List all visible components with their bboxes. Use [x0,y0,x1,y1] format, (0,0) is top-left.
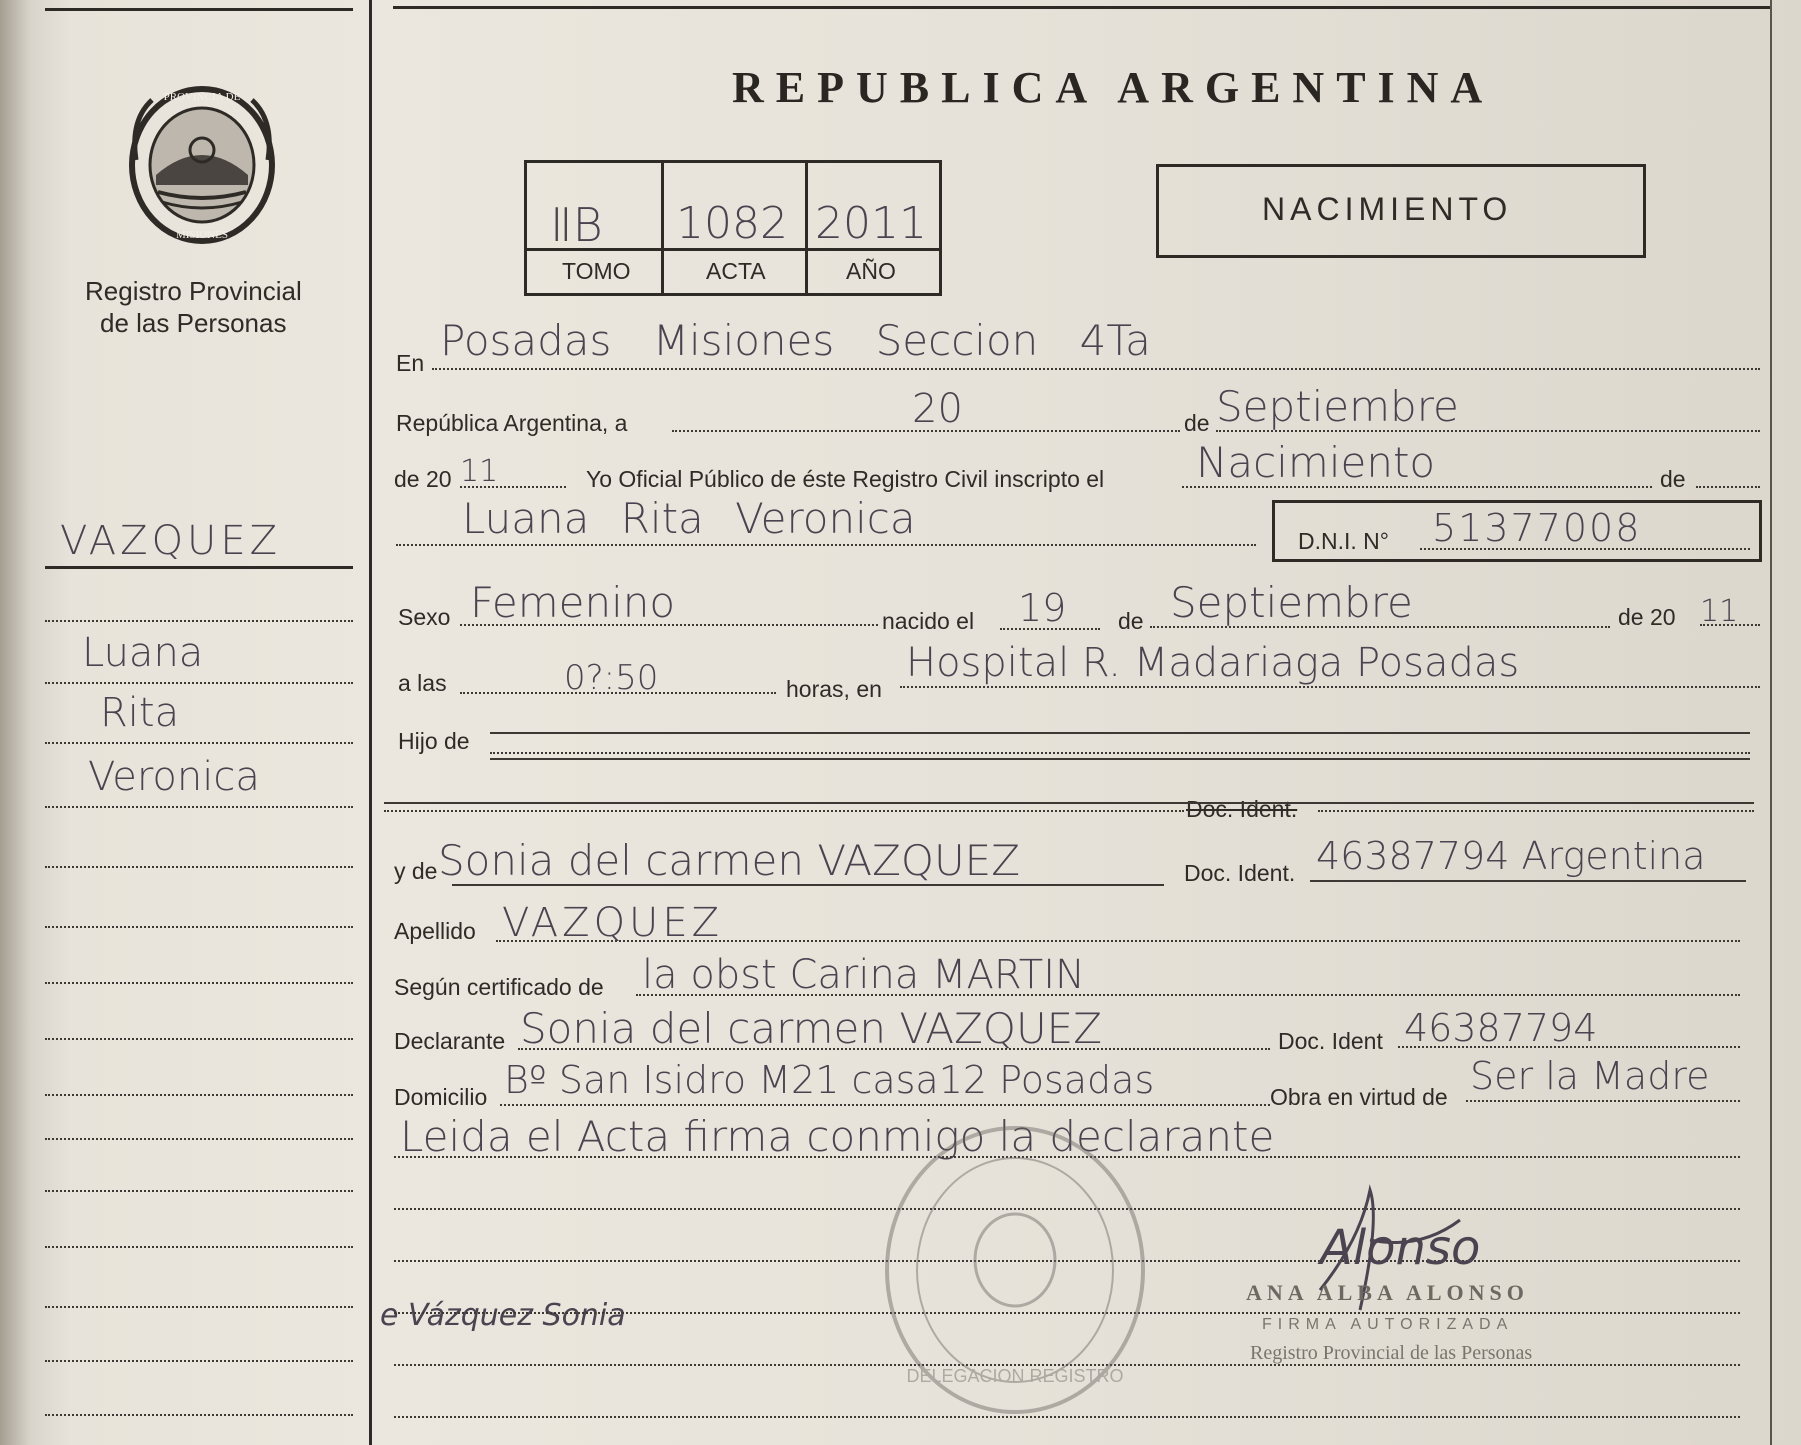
margin-line-13 [45,1306,353,1308]
margin-line-2 [45,682,353,684]
margin-line-12 [45,1246,353,1248]
registry-name-line-1: Registro Provincial [85,276,302,306]
field-mes: Septiembre [1216,382,1459,431]
label-de-20: de 20 [1618,604,1676,630]
line-anio-suffix [460,486,566,488]
field-nacido-dia: 19 [1018,586,1067,630]
margin-line-4 [45,806,353,808]
margin-line-11 [45,1190,353,1192]
acta-value: 1082 [676,198,788,249]
seal-top-text: PROVINCIA DE [163,91,241,103]
field-nacido-anio: 11 [1700,594,1739,629]
label-obra: Obra en virtud de [1270,1084,1448,1110]
left-column-rule [369,0,372,1445]
reg-table-divider-2 [805,160,808,296]
label-apellido: Apellido [394,918,476,944]
field-dni: 51377008 [1432,506,1642,550]
anio-label: AÑO [846,258,896,284]
field-inscripcion: Nacimiento [1196,438,1436,487]
label-hijo-de: Hijo de [398,728,470,754]
label-a-las: a las [398,670,447,696]
label-y-de: y de [394,858,438,884]
margin-line-15 [45,1414,353,1416]
margin-line-3 [45,742,353,744]
official-title: FIRMA AUTORIZADA [1262,1316,1514,1333]
strike-hijo-de-2 [490,758,1750,760]
margin-line-1 [45,620,353,622]
field-nacido-mes: Septiembre [1170,578,1413,627]
line-madre [452,884,1164,886]
margin-name-1: Luana [82,630,204,676]
label-de-3: de [1118,608,1144,634]
margin-line-14 [45,1360,353,1362]
line-sexo [460,624,878,626]
field-lugar: Posadas Misiones Seccion 4Ta [440,316,1151,365]
line-padre [384,810,1184,812]
line-apellido [496,940,1740,942]
field-lugar-nac: Hospital R. Madariaga Posadas [906,640,1520,686]
line-declarante-doc [1398,1046,1740,1048]
margin-line-5 [45,866,353,868]
top-rule-left [45,8,353,11]
line-de-2 [1696,486,1760,488]
line-lugar-nac [900,686,1760,688]
field-obra: Ser la Madre [1470,1054,1710,1098]
margin-line-10 [45,1138,353,1140]
label-dni: D.N.I. N° [1298,528,1389,554]
line-nacido-anio [1700,624,1760,626]
label-de-1: de [1184,410,1210,436]
field-apellido: VAZQUEZ [502,900,724,946]
top-rule-right [393,6,1770,9]
label-republica: República Argentina, a [396,410,628,436]
line-certificado [636,994,1740,996]
field-sexo: Femenino [470,578,676,627]
provincial-seal-icon [122,80,282,250]
tomo-value: ⅡB [550,198,603,252]
strike-hijo-de-1 [490,732,1750,734]
field-madre-doc: 46387794 Argentina [1316,834,1706,878]
field-domicilio: Bº San Isidro M21 casa12 Posadas [504,1058,1155,1102]
label-sexo: Sexo [398,604,451,630]
label-horas-en: horas, en [786,676,882,702]
label-segun: Según certificado de [394,974,604,1000]
field-certificado: la obst Carina MARTIN [642,952,1085,998]
official-office: Registro Provincial de las Personas [1250,1342,1533,1364]
acta-label: ACTA [706,258,766,284]
margin-line-7 [45,982,353,984]
stamp-text: DELEGACION REGISTRO [906,1366,1124,1386]
line-madre-doc [1310,880,1746,882]
label-domicilio: Domicilio [394,1084,488,1110]
margin-surname-rule [45,566,353,569]
margin-signature: e Vázquez Sonia [380,1298,626,1333]
anio-value: 2011 [815,198,927,249]
margin-line-6 [45,926,353,928]
margin-line-9 [45,1094,353,1096]
strike-padre [384,802,1754,804]
line-hijo-de [490,752,1750,754]
margin-surname: VAZQUEZ [60,518,282,564]
field-hora: 0?:50 [564,658,659,698]
field-anio-suffix: 11 [460,454,499,489]
seal-bottom-text: MISIONES [176,229,228,241]
field-dia: 20 [912,386,963,432]
line-dni [1420,548,1750,550]
field-madre: Sonia del carmen VAZQUEZ [438,836,1020,885]
line-hora [460,692,776,694]
line-domicilio [500,1104,1270,1106]
label-de-2: de [1660,466,1686,492]
label-nacido-el: nacido el [882,608,975,634]
margin-line-8 [45,1038,353,1040]
tomo-label: TOMO [562,258,631,284]
registry-name-line-2: de las Personas [100,308,287,338]
field-declarante: Sonia del carmen VAZQUEZ [520,1004,1102,1053]
line-lugar [432,368,1760,370]
field-leida: Leida el Acta firma conmigo la declarante [400,1112,1275,1161]
line-doc-padre [1318,810,1754,812]
document-title: REPUBLICA ARGENTINA [732,63,1495,112]
official-name: ANA ALBA ALONSO [1246,1280,1529,1305]
label-doc-ident-declarante: Doc. Ident [1278,1028,1383,1054]
margin-name-2: Rita [100,690,180,736]
document-type: NACIMIENTO [1262,191,1513,227]
field-declarante-doc: 46387794 [1404,1006,1598,1050]
line-nacido-dia [1000,628,1100,630]
label-en: En [396,350,425,376]
reg-table-divider-1 [661,160,664,296]
margin-name-3: Veronica [88,754,260,800]
label-yo-oficial: Yo Oficial Público de éste Registro Civil inscripto el [586,466,1105,492]
field-nombre: Luana Rita Veronica [462,494,916,543]
registry-stamp-icon [880,1120,1150,1420]
line-nacido-mes [1150,626,1610,628]
label-doc-ident-padre: Doc. Ident. [1186,796,1298,822]
form-border-right [1770,0,1772,1445]
label-de20: de 20 [394,466,452,492]
official-signature: Alonso [1320,1220,1481,1276]
line-nombre [396,544,1256,546]
label-declarante: Declarante [394,1028,506,1054]
line-obra [1466,1100,1740,1102]
line-declarante [518,1048,1270,1050]
label-doc-ident-madre: Doc. Ident. [1184,860,1296,886]
